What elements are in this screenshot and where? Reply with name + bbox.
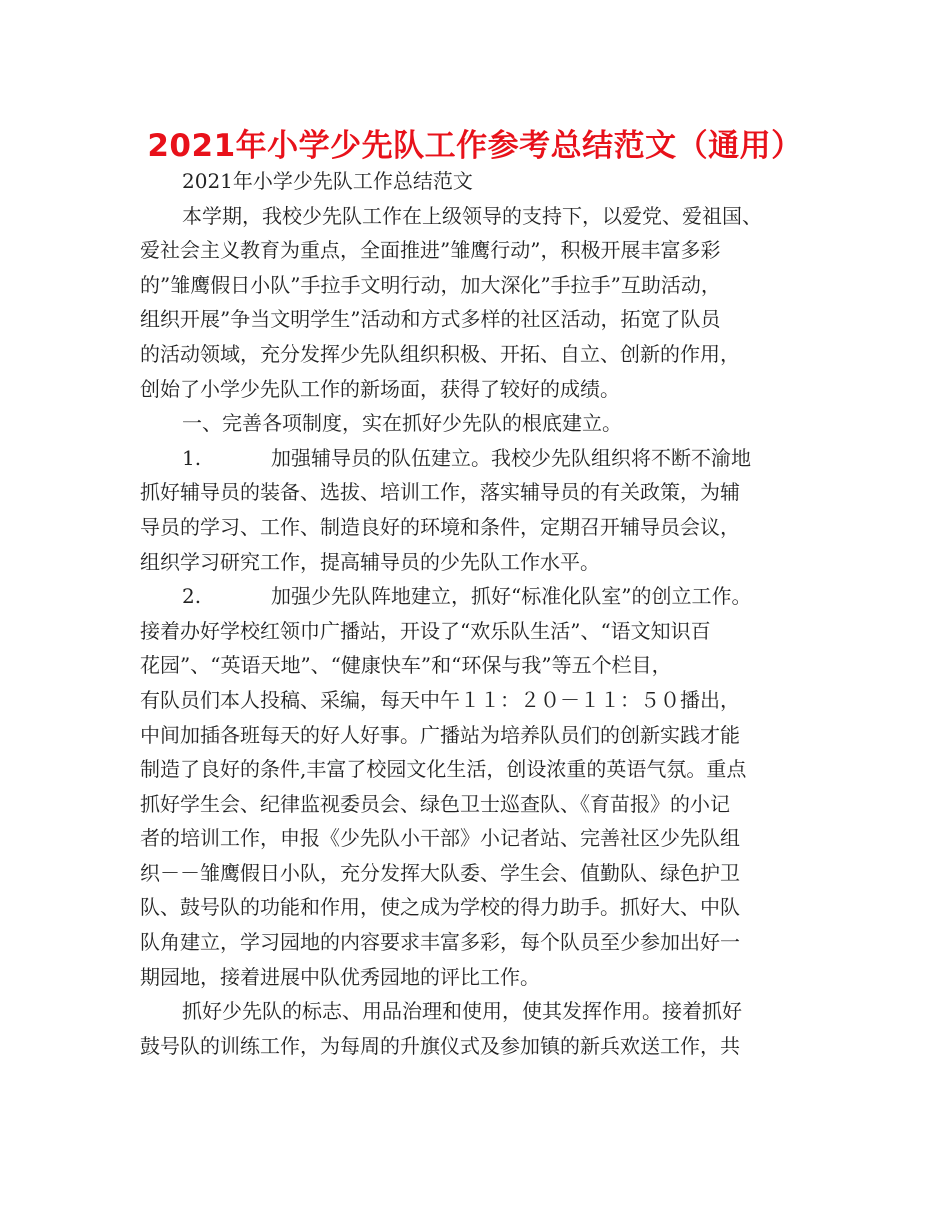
item-number: 1.: [182, 445, 202, 470]
item-text: 加强少先队阵地建立，抓好“标准化队室”的创立工作。: [271, 584, 752, 609]
paragraph-line: 制造了良好的条件,丰富了校园文化生活，创设浓重的英语气氛。重点: [140, 757, 747, 782]
paragraph-line: 花园”、“英语天地”、“健康快车”和“环保与我”等五个栏目，: [140, 653, 672, 678]
document-body: [140, 164, 820, 1063]
paragraph-line: 期园地，接着进展中队优秀园地的评比工作。: [140, 964, 540, 989]
paragraph-line: 者的培训工作，申报《少先队小干部》小记者站、完善社区少先队组: [140, 826, 740, 851]
paragraph-line: 导员的学习、工作、制造良好的环境和条件，定期召开辅导员会议，: [140, 514, 740, 539]
item-number: 2.: [182, 584, 202, 609]
paragraph-line: 爱社会主义教育为重点，全面推进”雏鹰行动”，积极开展丰富多彩: [140, 238, 721, 263]
paragraph-line: 有队员们本人投稿、采编，每天中午１１：２０－１１：５０播出，: [140, 687, 740, 712]
section-heading: 一、完善各项制度，实在抓好少先队的根底建立。: [182, 411, 622, 436]
paragraph-line: 接着办好学校红领巾广播站，开设了“欢乐队生活”、“语文知识百: [140, 618, 711, 643]
paragraph-line: 队角建立，学习园地的内容要求丰富多彩，每个队员至少参加出好一: [140, 930, 740, 955]
paragraph-line: 本学期，我校少先队工作在上级领导的支持下，以爱党、爱祖国、: [182, 203, 762, 228]
paragraph-line: 织－－雏鹰假日小队，充分发挥大队委、学生会、值勤队、绿色护卫: [140, 860, 740, 885]
paragraph-line: 抓好辅导员的装备、选拔、培训工作，落实辅导员的有关政策，为辅: [140, 480, 740, 505]
paragraph-line: 队、鼓号队的功能和作用，使之成为学校的得力助手。抓好大、中队: [140, 895, 740, 920]
paragraph-line: 中间加插各班每天的好人好事。广播站为培养队员们的创新实践才能: [140, 722, 740, 747]
document-title: 2021年小学少先队工作参考总结范文（通用）: [147, 128, 803, 164]
paragraph-line: 的活动领域，充分发挥少先队组织积极、开拓、自立、创新的作用，: [140, 341, 740, 366]
paragraph-line: 组织学习研究工作，提高辅导员的少先队工作水平。: [140, 549, 600, 574]
paragraph-line: 抓好学生会、纪律监视委员会、绿色卫士巡查队、《育苗报》的小记: [140, 791, 730, 816]
item-text: 加强辅导员的队伍建立。我校少先队组织将不断不渝地: [271, 445, 751, 470]
paragraph-line: 组织开展”争当文明学生”活动和方式多样的社区活动，拓宽了队员: [140, 307, 721, 332]
paragraph-line: 抓好少先队的标志、用品治理和使用，使其发挥作用。接着抓好: [182, 999, 742, 1024]
paragraph-line: 鼓号队的训练工作，为每周的升旗仪式及参加镇的新兵欢送工作，共: [140, 1033, 740, 1058]
numbered-item-line: [140, 441, 820, 476]
numbered-item-line: [140, 579, 820, 614]
paragraph-line: 创始了小学少先队工作的新场面，获得了较好的成绩。: [140, 376, 620, 401]
subtitle-line: 2021年小学少先队工作总结范文: [182, 169, 473, 193]
paragraph-line: 的”雏鹰假日小队”手拉手文明行动，加大深化”手拉手”互助活动，: [140, 272, 721, 297]
